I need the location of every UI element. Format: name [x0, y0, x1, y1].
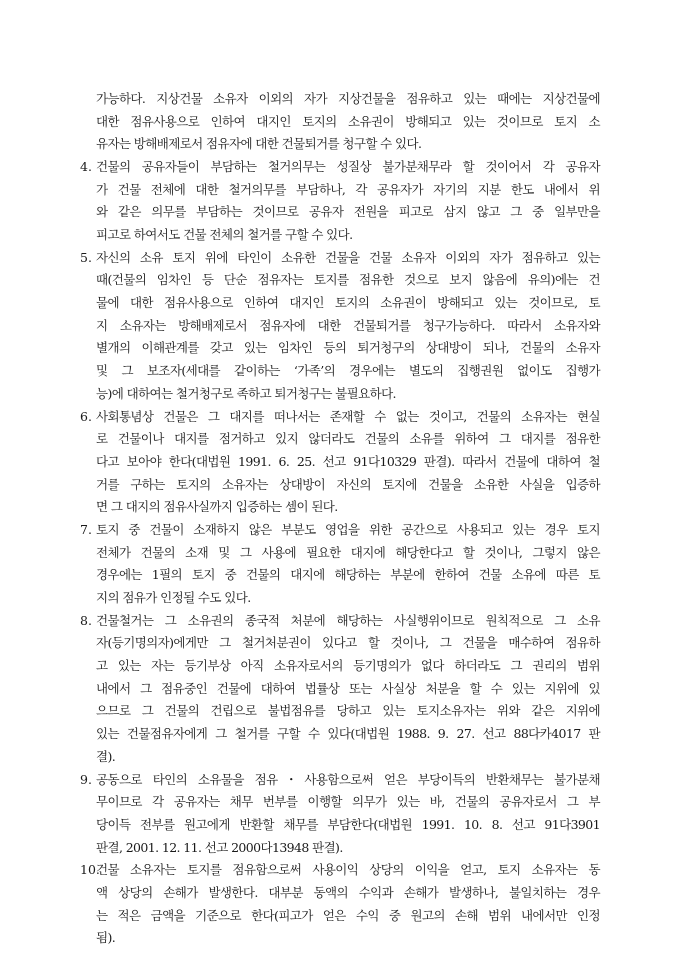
text-line: 공동으로 타인의 소유물을 점유・사용함으로써 얻은 부당이득의 반환채무는 불가분채 [96, 771, 600, 787]
item-number: 9. [80, 771, 92, 787]
item-text [96, 88, 600, 156]
text-line: 사회통념상 건물은 그 대지를 떠나서는 존재할 수 없는 것이고, 건물의 소유자는 현실 [96, 408, 600, 424]
text-line: 거를 구하는 토지의 소유자는 상대방이 자신의 토지에 건물을 소유한 사실을 입증하 [96, 476, 600, 492]
text-line: 내에서 그 점유중인 건물에 대하여 법률상 또는 사실상 처분을 할 수 있는 지위에 있 [96, 680, 600, 696]
item-number: 8. [80, 612, 92, 628]
text-line: 건물철거는 그 소유권의 종국적 처분에 해당하는 사실행위이므로 원칙적으로 그 소유 [96, 612, 600, 628]
item-text [96, 156, 600, 247]
item-text [96, 247, 600, 406]
text-line: 는 적은 금액을 기준으로 한다(피고가 얻은 수익 중 원고의 손해 범위 내에서만 인정 [96, 907, 600, 923]
paragraph-continuation [80, 88, 600, 156]
text-line: 면 그 대지의 점유사실까지 입증하는 셈이 된다. [96, 499, 338, 515]
text-line: 가능하다. 지상건물 소유자 이외의 자가 지상건물을 점유하고 있는 때에는 지상건물에 [96, 91, 600, 106]
list-item [80, 156, 600, 247]
item-number: 4. [80, 159, 92, 175]
text-line: 으므로 그 건물의 건립으로 불법점유를 당하고 있는 토지소유자는 위와 같은 지위에 [96, 703, 600, 719]
text-line: 토지 중 건물이 소재하지 않은 부분도 영업을 위한 공간으로 사용되고 있는 경우 토지 [96, 522, 600, 537]
text-line: 지 소유자는 방해배제로서 점유자에 대한 건물퇴거를 청구가능하다. 따라서 소유자와 [96, 317, 600, 333]
text-line: 결). [96, 748, 116, 764]
item-text [96, 610, 600, 769]
text-line: 무이므로 각 공유자는 채무 번부를 이행할 의무가 있는 바, 건물의 공유자로서 그 부 [96, 794, 600, 810]
text-line: 전체가 건물의 소재 및 그 사용에 필요한 대지에 해당한다고 할 것이나, 그렇지 않은 [96, 544, 600, 560]
text-line: 있는 건물점유자에게 그 철거를 구할 수 있다(대법원 1988. 9. 27. 선고 88다카4017 판 [96, 726, 600, 742]
item-text [96, 519, 600, 610]
item-text [96, 769, 600, 860]
item-number: 10. [80, 862, 100, 878]
text-line: 피고로 하여서도 건물 전체의 철거를 구할 수 있다. [96, 227, 353, 243]
text-line: 됨). [96, 930, 116, 946]
list-item [80, 247, 600, 406]
text-line: 건물 소유자는 토지를 점유함으로써 사용이익 상당의 이익을 얻고, 토지 소유자는 동 [96, 862, 600, 878]
text-line: 자신의 소유 토지 위에 타인이 소유한 건물을 건물 소유자 이외의 자가 점유하고 있는 [96, 249, 600, 265]
item-text [96, 406, 600, 519]
text-line: 별개의 이해관계를 갖고 있는 임차인 등의 퇴거청구의 상대방이 되나, 건물의 소유자 [96, 340, 600, 356]
text-line: 물에 대한 점유사용으로 인하여 대지인 토지의 소유권이 방해되고 있는 것이므로, 토 [96, 295, 600, 311]
list-item [80, 406, 600, 519]
item-number: 7. [80, 522, 92, 537]
text-line: 판결, 2001. 12. 11. 선고 2000다13948 판결). [96, 839, 343, 855]
list-item [80, 519, 600, 610]
item-number: 6. [80, 408, 92, 424]
list-item [80, 859, 600, 950]
text-line: 경우에는 1필의 토지 중 건물의 대지에 해당하는 부분에 한하여 건물 소유에 따른 토 [96, 567, 600, 583]
list-item [80, 769, 600, 860]
text-line: 유자는 방해배제로서 점유자에 대한 건물퇴거를 청구할 수 있다. [96, 136, 422, 152]
item-text [96, 859, 600, 950]
text-line: 때(건물의 임차인 등 단순 점유자는 토지를 점유한 것으로 보지 않음에 유의)에는 건 [96, 272, 600, 288]
text-line: 고 있는 자는 등기부상 아직 소유자로서의 등기명의가 없다 하더라도 그 권리의 범위 [96, 658, 600, 674]
text-line: 당이득 전부를 원고에게 반환할 채무를 부담한다(대법원 1991. 10. 8. 선고 91다3901 [96, 816, 600, 832]
text-line: 다고 보아야 한다(대법원 1991. 6. 25. 선고 91다10329 판결). 따라서 건물에 대하여 철 [96, 453, 600, 469]
text-line: 로 건물이나 대지를 점거하고 있지 않더라도 건물의 소유를 위하여 그 대지를 점유한 [96, 431, 600, 447]
item-number: 5. [80, 249, 92, 265]
text-line: 능)에 대하여는 철거청구로 족하고 퇴거청구는 불필요하다. [96, 385, 396, 401]
text-line: 가 건물 전체에 대한 철거의무를 부담하나, 각 공유자가 자기의 지분 한도 내에서 위 [96, 181, 600, 197]
text-line: 자(등기명의자)에게만 그 철거처분권이 있다고 할 것이나, 그 건물을 매수하여 점유하 [96, 635, 600, 651]
text-line: 건물의 공유자들이 부담하는 철거의무는 성질상 불가분채무라 할 것이어서 각 공유자 [96, 159, 600, 175]
text-line: 및 그 보조자(세대를 같이하는 ‘가족’의 경우에는 별도의 집행권원 없이도 집행가 [96, 363, 600, 379]
text-line: 와 같은 의무를 부담하는 것이므로 공유자 전원을 피고로 삼지 않고 그 중 일부만을 [96, 204, 600, 220]
text-line: 지의 점유가 인정될 수도 있다. [96, 590, 251, 606]
text-line: 액 상당의 손해가 발생한다. 대부분 동액의 수익과 손해가 발생하나, 불일치하는 경우 [96, 884, 600, 900]
list-item [80, 610, 600, 769]
text-line: 대한 점유사용으로 인하여 대지인 토지의 소유권이 방해되고 있는 것이므로 토지 소 [96, 113, 600, 129]
